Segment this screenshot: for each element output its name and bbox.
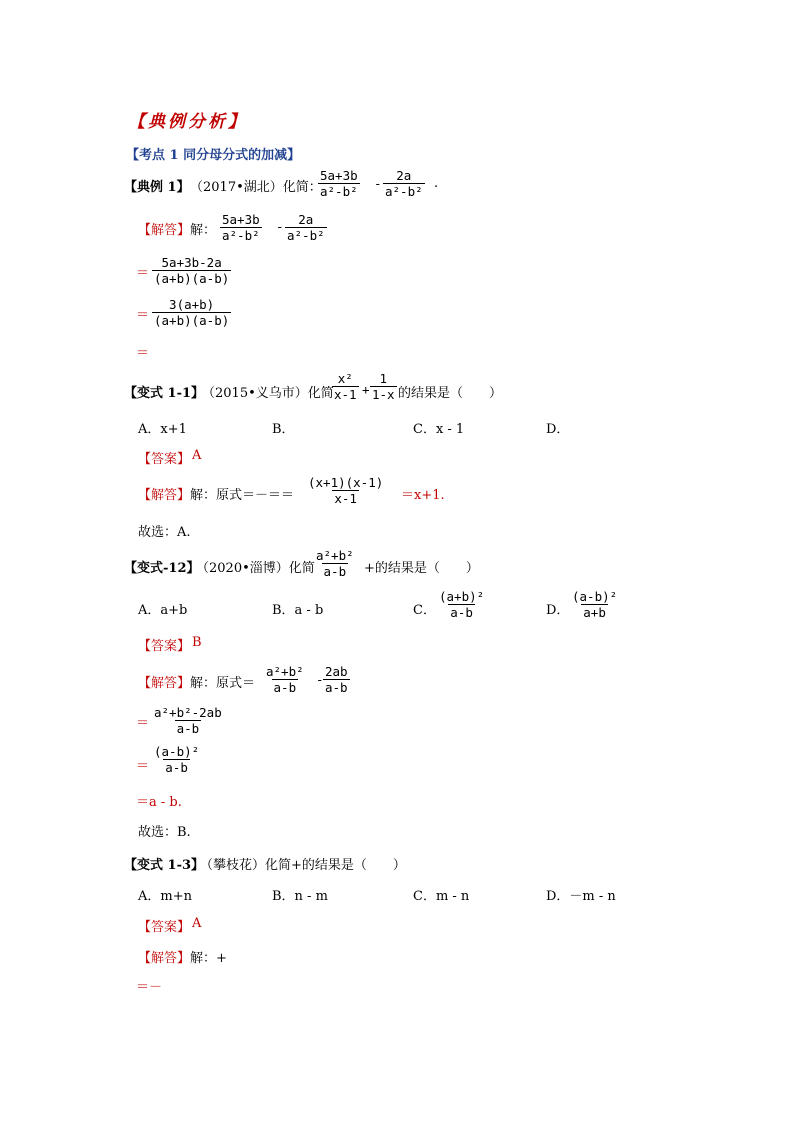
v11-fraction-1	[332, 371, 359, 402]
v12-sol-f1-den: a-b	[273, 680, 297, 695]
v12-option-d-fraction	[570, 589, 619, 620]
v12-step-2-num: a²+b²-2ab	[154, 705, 222, 720]
v11-option-d: D．	[546, 422, 570, 437]
v12-fraction	[314, 548, 356, 579]
v13-option-d: D．－m - n	[546, 889, 616, 904]
v12-step-3-den: a-b	[165, 760, 188, 775]
v11-choose: 故选：A.	[138, 525, 191, 540]
v12-step-3-num: (a-b)²	[154, 744, 200, 759]
v12-answer: B	[192, 635, 202, 650]
ex1-f1-den: a²-b²	[320, 184, 358, 199]
v11-answer-label: 【答案】	[138, 452, 191, 467]
v12-solution-text: 解：原式＝	[190, 676, 256, 691]
v12-option-c: C．	[413, 603, 436, 618]
v11-fraction-2	[370, 371, 397, 402]
v11-answer: A	[192, 448, 202, 463]
v13-step-1: ＝－	[136, 980, 163, 995]
v12-option-c-fraction	[437, 589, 486, 620]
ex1-fraction-2	[383, 168, 425, 199]
v13-option-c: C．m - n	[413, 889, 470, 904]
v11-f1-num: x²	[337, 371, 353, 386]
ex1-eq-3: ＝	[136, 346, 150, 361]
ex1-period: .	[434, 176, 439, 191]
variant-1-1-label: 【变式 1-1】	[124, 386, 205, 401]
ex1-solution-label: 【解答】	[138, 223, 191, 238]
ex1-step-2-num: 3(a+b)	[169, 297, 215, 312]
v12-option-b: B．a - b	[272, 603, 324, 618]
ex1-fraction-1	[318, 168, 360, 199]
v12-choose: 故选：B.	[138, 825, 191, 840]
v13-solution-text: 解：+	[190, 951, 227, 966]
v11-f2-den: 1-x	[372, 387, 395, 402]
v11-plus: +	[362, 382, 370, 397]
ex1-f2-den: a²-b²	[385, 184, 423, 199]
v12-eq-1: ＝	[136, 716, 150, 731]
v12-sol-f1-num: a²+b²	[266, 664, 304, 679]
v11-tail: 的结果是（ ）	[398, 386, 503, 401]
v11-option-a: A．x+1	[138, 422, 187, 437]
ex1-f1-num: 5a+3b	[320, 168, 358, 183]
ex1-solution-text: 解：	[190, 223, 217, 238]
v12-tail: +的结果是（ ）	[364, 561, 479, 576]
v12-f-num: a²+b²	[316, 548, 354, 563]
variant-1-1-source: （2015•义乌市）化简	[202, 386, 334, 401]
variant-1-3-label: 【变式 1-3】	[124, 858, 205, 873]
v11-f1-den: x-1	[334, 387, 357, 402]
v12-solution-label: 【解答】	[138, 676, 191, 691]
example-1-label: 【典例 1】	[124, 180, 190, 195]
v12-optc-den: a-b	[450, 605, 473, 620]
v12-step-2-den: a-b	[176, 721, 200, 736]
v12-answer-label: 【答案】	[138, 639, 191, 654]
v13-solution-label: 【解答】	[138, 951, 191, 966]
v12-sol-f2-den: a-b	[325, 680, 348, 695]
v11-sol-den: x-1	[334, 491, 357, 506]
v13-option-b: B．n - m	[272, 889, 328, 904]
variant-1-2-label: 【变式-12】	[124, 561, 200, 576]
ex1-f2-num: 2a	[396, 168, 412, 183]
v11-sol-num: (x+1)(x-1)	[308, 475, 384, 490]
ex1-sol-fraction-1	[220, 212, 262, 243]
variant-1-3-source: （攀枝花）化简+的结果是（ ）	[200, 858, 406, 873]
ex1-step-1	[152, 255, 231, 286]
v12-optd-den: a+b	[583, 605, 606, 620]
v12-step-2	[152, 705, 224, 736]
v13-answer: A	[192, 916, 202, 931]
section-title: 【典例分析】	[128, 112, 248, 132]
v11-option-b: B．	[272, 422, 295, 437]
ex1-sol-minus: -	[276, 219, 284, 234]
ex1-minus: -	[374, 176, 382, 191]
v12-sol-minus: -	[316, 672, 324, 687]
ex1-sol-f2-den: a²-b²	[287, 228, 325, 243]
v12-eq-2: ＝	[136, 759, 150, 774]
v12-optc-num: (a+b)²	[439, 589, 485, 604]
v12-sol-fraction-1	[264, 664, 306, 695]
v12-sol-f2-num: 2ab	[325, 664, 348, 679]
v11-sol-tail: ＝x+1.	[401, 488, 445, 503]
variant-1-2-source: （2020•淄博）化简	[196, 561, 315, 576]
ex1-sol-f1-den: a²-b²	[222, 228, 260, 243]
v11-sol-fraction	[306, 475, 385, 506]
example-1-source: （2017•湖北）化简：	[190, 180, 322, 195]
ex1-eq-2: ＝	[136, 308, 150, 323]
ex1-sol-f1-num: 5a+3b	[222, 212, 260, 227]
ex1-sol-fraction-2	[285, 212, 327, 243]
v11-solution-label: 【解答】	[138, 488, 191, 503]
v12-optd-num: (a-b)²	[572, 589, 618, 604]
v12-step-4: ＝a - b.	[136, 795, 182, 810]
v12-step-3	[152, 744, 201, 775]
v13-option-a: A．m+n	[138, 889, 192, 904]
ex1-step-2	[152, 297, 231, 328]
v11-solution-text: 解：原式＝－＝＝	[190, 488, 295, 503]
ex1-step-2-den: (a+b)(a-b)	[154, 313, 230, 328]
v12-sol-fraction-2	[323, 664, 350, 695]
ex1-step-1-num: 5a+3b-2a	[161, 255, 222, 270]
v11-f2-num: 1	[379, 371, 388, 386]
v12-f-den: a-b	[323, 564, 347, 579]
v12-option-d: D．	[546, 603, 570, 618]
ex1-eq-1: ＝	[136, 266, 150, 281]
ex1-step-1-den: (a+b)(a-b)	[154, 271, 230, 286]
v13-answer-label: 【答案】	[138, 920, 191, 935]
v11-option-c: C．x - 1	[413, 422, 465, 437]
v12-option-a: A．a+b	[138, 603, 188, 618]
topic-heading: 【考点 1 同分母分式的加减】	[126, 148, 301, 163]
ex1-sol-f2-num: 2a	[298, 212, 314, 227]
